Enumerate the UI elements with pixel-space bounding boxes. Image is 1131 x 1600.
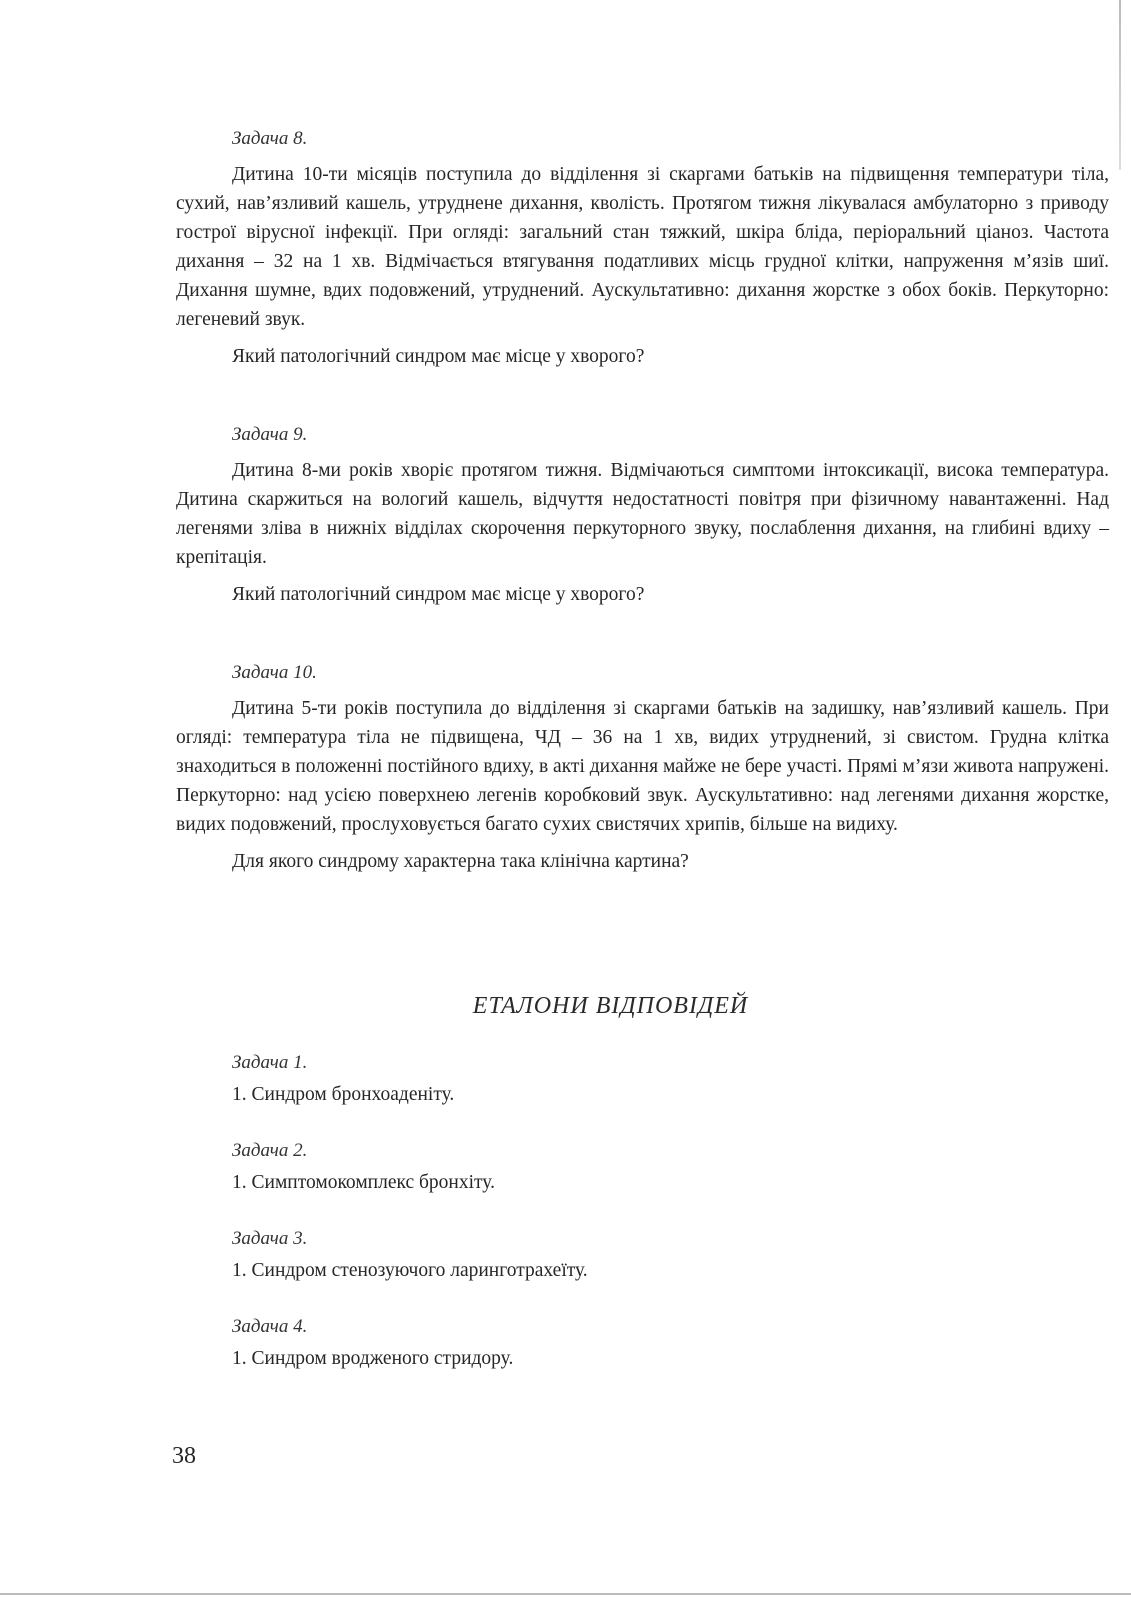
task-8 [176,128,1109,371]
task-title: Задача 10. [232,662,317,683]
answer-text: 1. Синдром вродженого стридору. [232,1348,514,1369]
answer-3 [232,1228,588,1282]
scan-edge-line [0,1593,1131,1595]
answer-4 [232,1316,513,1370]
page-number: 38 [172,1443,196,1469]
answer-text: 1. Синдром бронхоаденіту. [232,1084,455,1105]
task-body: Дитина 5-ти років поступила до відділення зі скаргами батьків на задишку, нав’язливий кашель. При огляді: температура тіла не підвищена, ЧД – 36 на 1 хв, видих утруднений, зі свистом. Грудна клітка знаходиться в положенні постійного вдиху, в акті дихання майже не бере участі. Прямі м’язи живота напружені. Перкуторно: над усією поверхнею легенів коробковий звук. Аускультативно: над легенями дихання жорстке, видих подовжений, прослуховується багато сухих свистячих хрипів, більше на видиху. [176,698,1109,835]
answer-title: Задача 2. [232,1140,308,1161]
task-10 [176,662,1109,876]
task-title: Задача 9. [232,424,308,445]
answers-heading: ЕТАЛОНИ ВІДПОВІДЕЙ [472,993,749,1019]
answer-text: 1. Симптомокомплекс бронхіту. [232,1172,495,1193]
task-question: Який патологічний синдром має місце у хворого? [232,584,645,605]
answer-text: 1. Синдром стенозуючого ларинготрахеїту. [232,1260,588,1281]
answer-title: Задача 1. [232,1052,308,1073]
answer-title: Задача 3. [232,1228,308,1249]
task-title: Задача 8. [232,128,308,149]
task-body: Дитина 10-ти місяців поступила до відділення зі скаргами батьків на підвищення температури тіла, сухий, нав’язливий кашель, утруднене дихання, кволість. Протягом тижня лікувалася амбулаторно з приводу гострої вірусної інфекції. При огляді: загальний стан тяжкий, шкіра бліда, періоральний ціаноз. Частота дихання – 32 на 1 хв. Відмічається втягування податливих місць грудної клітки, напруження м’язів шиї. Дихання шумне, вдих подовжений, утруднений. Аускультативно: дихання жорстке з обох боків. Перкуторно: легеневий звук. [176,164,1109,330]
task-question: Для якого синдрому характерна така клінічна картина? [232,851,689,872]
task-body: Дитина 8-ми років хворіє протягом тижня. Відмічаються симптоми інтоксикації, висока температура. Дитина скаржиться на вологий кашель, відчуття недостатності повітря при фізичному навантаженні. Над легенями зліва в нижніх відділах скорочення перкуторного звуку, послаблення дихання, на глибині вдиху – крепітація. [176,460,1109,568]
answer-1 [232,1052,454,1106]
answer-title: Задача 4. [232,1316,308,1337]
answer-2 [232,1140,495,1194]
task-question: Який патологічний синдром має місце у хворого? [232,346,645,367]
task-9 [176,424,1109,609]
page-edge-shadow [1119,0,1121,170]
